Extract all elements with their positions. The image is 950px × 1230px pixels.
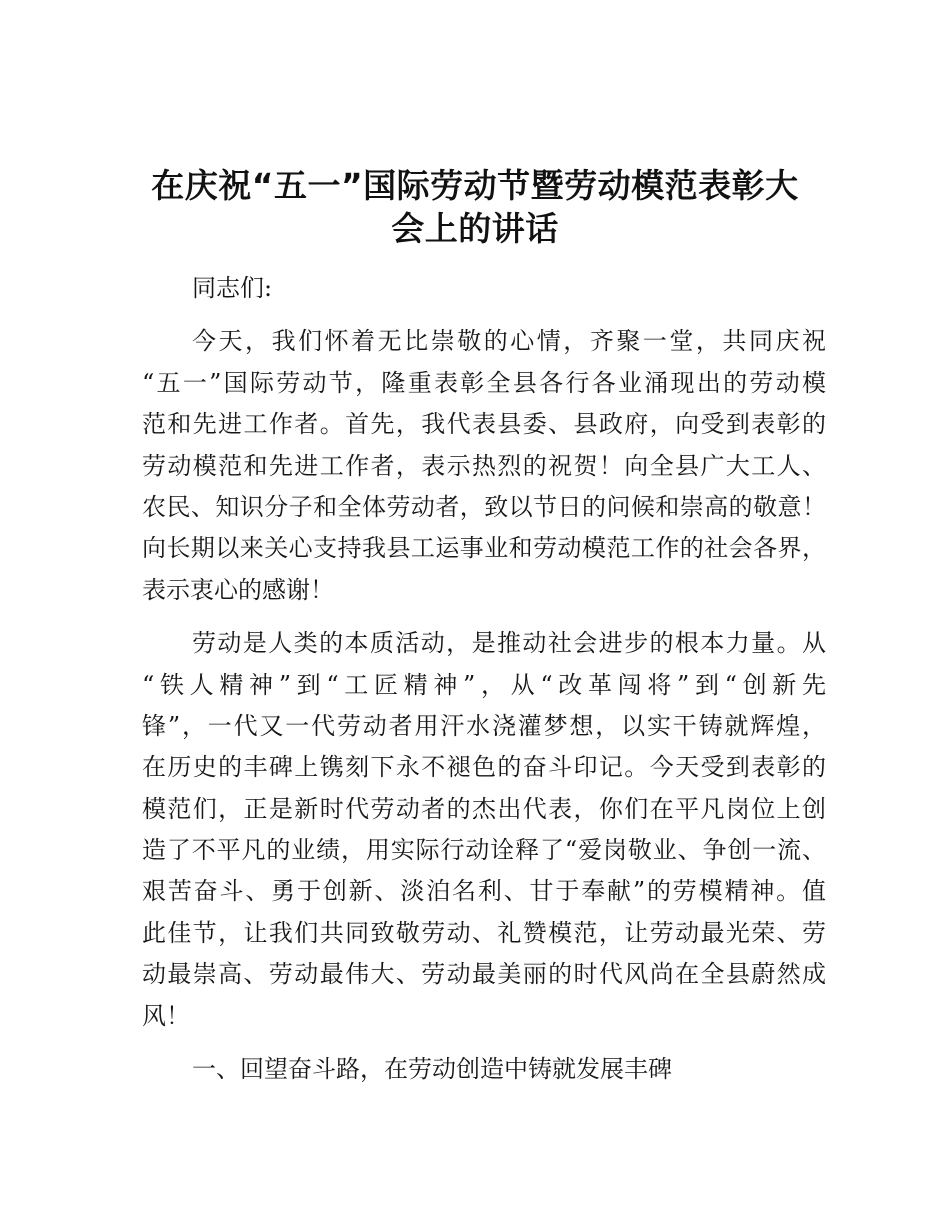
paragraph-line: 模范们，正是新时代劳动者的杰出代表，你们在平凡岗位上创 [142, 794, 826, 823]
paragraph-line: 今天，我们怀着无比崇敬的心情，齐聚一堂，共同庆祝 [192, 327, 826, 356]
salutation: 同志们: [192, 274, 273, 302]
title-line-1: 在庆祝“五一”国际劳动节暨劳动模范表彰大 [151, 166, 799, 205]
paragraph-line: 艰苦奋斗、勇于创新、淡泊名利、甘于奉献”的劳模精神。值 [142, 877, 826, 906]
paragraph-line: “铁人精神”到“工匠精神”，从“改革闯将”到“创新先 [142, 670, 826, 699]
paragraph-line: 锋”，一代又一代劳动者用汗水浇灌梦想，以实干铸就辉煌， [142, 711, 826, 740]
page-title [140, 164, 810, 250]
paragraph-line: 表示衷心的感谢！ [142, 575, 334, 604]
title-line-2: 会上的讲话 [391, 209, 559, 248]
paragraph-line: “五一”国际劳动节，隆重表彰全县各行各业涌现出的劳动模 [142, 368, 826, 397]
speech-body [142, 268, 826, 1090]
paragraph-line: 动最崇高、劳动最伟大、劳动最美丽的时代风尚在全县蔚然成 [142, 960, 826, 989]
paragraph-line: 农民、知识分子和全体劳动者，致以节日的问候和崇高的敬意！ [142, 492, 826, 521]
paragraph-1 [142, 321, 826, 611]
paragraph-line: 在历史的丰碑上镌刻下永不褪色的奋斗印记。今天受到表彰的 [142, 753, 826, 782]
paragraph-line: 劳动模范和先进工作者，表示热烈的祝贺！向全县广大工人、 [142, 451, 826, 480]
paragraph-line: 风！ [142, 1001, 190, 1030]
paragraph-line: 范和先进工作者。首先，我代表县委、县政府，向受到表彰的 [142, 410, 826, 439]
paragraph-line: 劳动是人类的本质活动，是推动社会进步的根本力量。从 [192, 629, 826, 658]
paragraph-line: 此佳节，让我们共同致敬劳动、礼赞模范，让劳动最光荣、劳 [142, 918, 826, 947]
section-heading: 一、回望奋斗路，在劳动创造中铸就发展丰碑 [192, 1055, 672, 1084]
paragraph-line: 造了不平凡的业绩，用实际行动诠释了“爱岗敬业、争创一流、 [142, 836, 826, 865]
paragraph-2 [142, 623, 826, 1037]
paragraph-line: 向长期以来关心支持我县工运事业和劳动模范工作的社会各界， [142, 534, 826, 563]
